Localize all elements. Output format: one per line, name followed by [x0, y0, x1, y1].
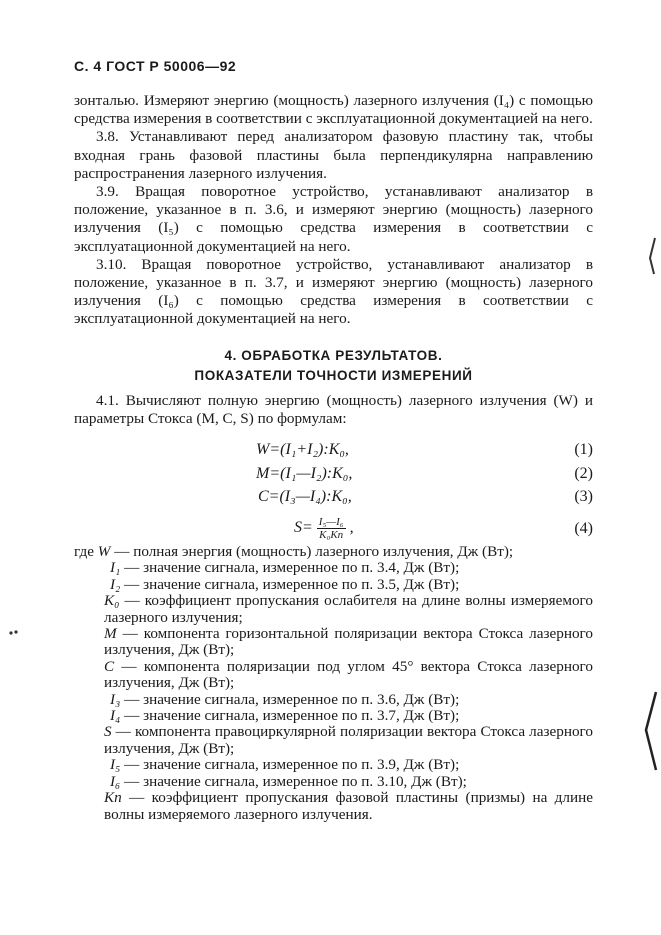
formula-expression: C=(I₃—I₄):K₀, — [258, 488, 352, 505]
formula-expression: M=(I₁—I₂):K₀, — [256, 465, 353, 482]
definition-lead: где — [74, 543, 98, 560]
definition-M — [74, 626, 593, 659]
definition-symbol: K₀ — [104, 592, 120, 610]
formula-expression — [294, 516, 354, 541]
definition-symbol: Kп — [104, 789, 122, 807]
fraction-numerator: I₅—I₆ — [318, 516, 344, 528]
definition-text: — компонента горизонтальной поляризации вектора Стокса лазерного излучения, Дж (Вт); — [104, 625, 593, 659]
definition-text: — компонента правоциркулярной поляризации вектора Стокса лазерного излучения, Дж (Вт); — [104, 723, 593, 757]
formula-2 — [74, 465, 593, 487]
formula-number: (4) — [574, 520, 593, 537]
formula-number: (1) — [574, 441, 593, 458]
definition-symbol: I₁ — [110, 559, 121, 577]
paragraph-4-1-block — [74, 392, 593, 428]
definition-W — [74, 544, 593, 560]
formula-number: (3) — [574, 488, 593, 505]
section-title-line-1: 4. ОБРАБОТКА РЕЗУЛЬТАТОВ. — [224, 348, 443, 363]
definition-symbol: S — [104, 723, 112, 741]
definition-text: — значение сигнала, измеренное по п. 3.10, Дж (Вт); — [120, 772, 467, 790]
definition-I4 — [74, 708, 593, 724]
definition-S — [74, 724, 593, 757]
formula-expression: W=(I₁+I₂):K₀, — [256, 441, 349, 458]
formula-3 — [74, 488, 593, 510]
definition-symbol: I₅ — [110, 756, 121, 774]
margin-bracket-mark — [642, 690, 660, 772]
definition-C — [74, 659, 593, 692]
margin-dot-mark — [8, 628, 20, 638]
formula-number: (2) — [574, 465, 593, 482]
definition-symbol: I₂ — [110, 575, 121, 593]
definition-symbol: I₆ — [110, 772, 121, 790]
definition-text: — значение сигнала, измеренное по п. 3.9, Дж (Вт); — [120, 756, 460, 774]
paragraph-4-1: 4.1. Вычисляют полную энергию (мощность) лазерного излучения (W) и параметры Стокса (M, C, S) по формулам: — [74, 392, 593, 428]
fraction-denominator: K₀Kп — [319, 529, 344, 541]
formula-fraction — [317, 516, 346, 541]
definition-I6 — [74, 774, 593, 790]
section-title-line-2: ПОКАЗАТЕЛИ ТОЧНОСТИ ИЗМЕРЕНИЙ — [194, 368, 473, 383]
definition-Kp — [74, 790, 593, 823]
formula-tail: , — [345, 519, 354, 537]
formula-lhs: S= — [294, 519, 313, 537]
definition-text: — полная энергия (мощность) лазерного излучения, Дж (Вт); — [110, 543, 514, 560]
definition-symbol: M — [104, 625, 117, 643]
definition-K0 — [74, 593, 593, 626]
definition-symbol: C — [104, 657, 115, 675]
definition-symbol: I₄ — [110, 707, 121, 725]
definition-text: — значение сигнала, измеренное по п. 3.4, Дж (Вт); — [120, 559, 460, 577]
definition-text: — значение сигнала, измеренное по п. 3.5, Дж (Вт); — [120, 575, 460, 593]
margin-scan-mark — [646, 236, 660, 276]
definition-I3 — [74, 692, 593, 708]
page-header: С. 4 ГОСТ Р 50006—92 — [74, 58, 237, 74]
paragraph-3-10: 3.10. Вращая поворотное устройство, устанавливают анализатор в положение, указанное в п. 3.7, и измеряют энергию (мощность) лазерного излучения (I₆) с помощью средства измерения в соответствии с эксплуатационной документацией на него. — [74, 255, 593, 328]
definition-text: — коэффициент пропускания ослабителя на длине волны измеряемого лазерного излучения; — [104, 592, 593, 626]
section-title — [74, 346, 593, 386]
paragraph-continuation: зонталью. Измеряют энергию (мощность) лазерного излучения (I₄) с помощью средства измерения в соответствии с эксплуатационной документацией на него. — [74, 92, 593, 128]
paragraphs-block — [74, 92, 593, 329]
definition-I5 — [74, 757, 593, 773]
definition-I1 — [74, 560, 593, 576]
definition-text: — компонента поляризации под углом 45° вектора Стокса лазерного излучения, Дж (Вт); — [104, 657, 593, 692]
formula-1 — [74, 441, 593, 463]
definition-I2 — [74, 577, 593, 593]
formula-4 — [74, 512, 593, 546]
definition-text: — значение сигнала, измеренное по п. 3.6, Дж (Вт); — [120, 690, 460, 708]
definitions-list — [74, 544, 593, 823]
paragraph-3-9: 3.9. Вращая поворотное устройство, устанавливают анализатор в положение, указанное в п. 3.6, и измеряют энергию (мощность) лазерного излучения (I₅) с помощью средства измерения в соответствии с эксплуатационной документацией на него. — [74, 183, 593, 255]
paragraph-3-8: 3.8. Устанавливают перед анализатором фазовую пластину так, чтобы входная грань фазовой пластины была перпендикулярна направлению распространения лазерного излучения. — [74, 128, 593, 182]
definition-symbol: W — [97, 543, 111, 560]
definition-text: — коэффициент пропускания фазовой пластины (призмы) на длине волны измеряемого лазерного излучения. — [104, 789, 593, 823]
definition-text: — значение сигнала, измеренное по п. 3.7, Дж (Вт); — [120, 707, 460, 725]
definition-symbol: I₃ — [110, 690, 121, 708]
